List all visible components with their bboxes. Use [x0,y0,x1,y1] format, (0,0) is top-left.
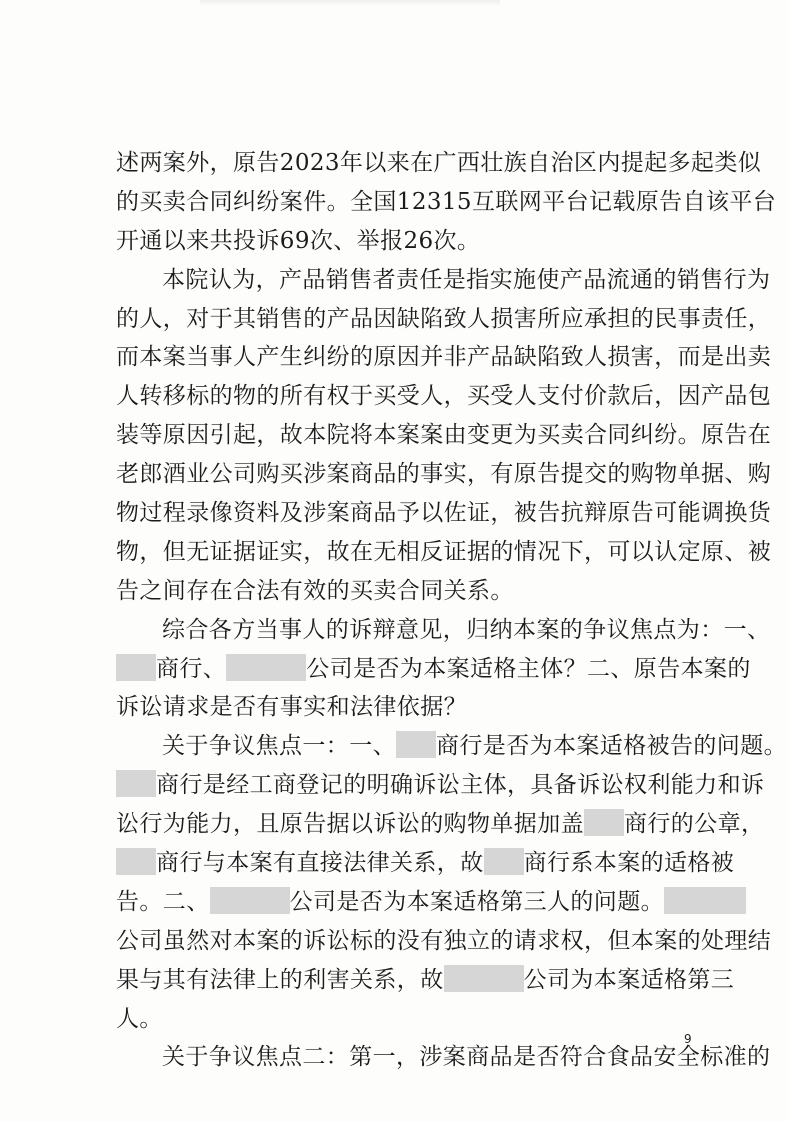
body-line [116,727,787,766]
redaction-block [444,965,524,992]
line-segment: 商行的公章， [624,811,765,838]
redaction-block [396,731,436,758]
redaction-block [116,770,156,797]
line-segment: 关于争议焦点一：一、 [162,733,396,760]
body-line [116,883,706,922]
document-body [116,144,787,1077]
body-line: 物过程录像资料及涉案商品予以佐证，被告抗辩原告可能调换货 [116,500,772,527]
body-line: 开通以来共投诉69次、举报26次。 [116,227,481,254]
body-line [116,611,771,650]
line-segment: 商行系本案的适格被 [523,850,735,877]
body-line [116,1038,771,1077]
body-line [116,766,765,805]
redaction-block [116,848,156,875]
scan-shadow [200,0,500,6]
body-line: 的买卖合同纠纷案件。全国12315互联网平台记载原告自该平台 [116,188,777,215]
body-line: 装等原因引起，故本院将本案案由变更为买卖合同纠纷。原告在 [116,422,772,449]
line-segment: 讼行为能力，且原告据以诉讼的购物单据加盖 [116,811,584,838]
body-line: 述两案外，原告2023年以来在广西壮族自治区内提起多起类似 [116,150,762,176]
paragraph-text: 关于争议焦点二：第一，涉案商品是否符合食品安全标准的 [162,1044,771,1071]
redaction-block [210,887,290,914]
page-number: 9 [684,1032,692,1046]
body-line [116,844,735,883]
body-line: 人转移标的物的所有权于买受人，买受人支付价款后，因产品包 [116,383,772,410]
body-line: 老郎酒业公司购买涉案商品的事实，有原告提交的购物单据、购 [116,461,772,488]
redaction-block [664,887,746,914]
body-line: 的人，对于其销售的产品因缺陷致人损害所应承担的民事责任， [116,305,772,332]
line-segment: 商行是经工商登记的明确诉讼主体，具备诉讼权利能力和诉 [156,772,765,799]
line-segment: 果与其有法律上的利害关系，故 [116,966,444,993]
line-segment: 商行与本案有直接法律关系，故 [156,850,484,877]
body-line: 而本案当事人产生纠纷的原因并非产品缺陷致人损害，而是出卖 [116,344,772,371]
redaction-block [584,809,624,836]
line-segment: 商行是否为本案适格被告的问题。 [436,733,787,760]
body-line: 诉讼请求是否有事实和法律依据？ [116,694,467,721]
redaction-block [226,654,306,681]
body-line: 告之间存在合法有效的买卖合同关系。 [116,577,514,604]
body-line [116,961,735,1000]
paragraph-text: 综合各方当事人的诉辩意见，归纳本案的争议焦点为：一、 [162,616,771,643]
redaction-block [484,848,524,875]
line-segment: 告。二、 [116,888,210,915]
line-segment: 商行、 [156,655,227,682]
body-line: 人。 [116,1005,163,1032]
body-line [116,805,765,844]
paragraph-text: 本院认为，产品销售者责任是指实施使产品流通的销售行为 [162,266,771,293]
redaction-block [116,654,156,681]
line-segment: 公司是否为本案适格第三人的问题。 [289,888,665,915]
line-segment: 公司是否为本案适格主体？二、原告本案的 [306,655,751,682]
body-line [116,261,771,300]
body-line [116,650,751,689]
line-segment: 公司为本案适格第三 [523,966,735,993]
body-line: 公司虽然对本案的诉讼标的没有独立的请求权，但本案的处理结 [116,927,772,954]
body-line: 物，但无证据证实，故在无相反证据的情况下，可以认定原、被 [116,538,772,565]
